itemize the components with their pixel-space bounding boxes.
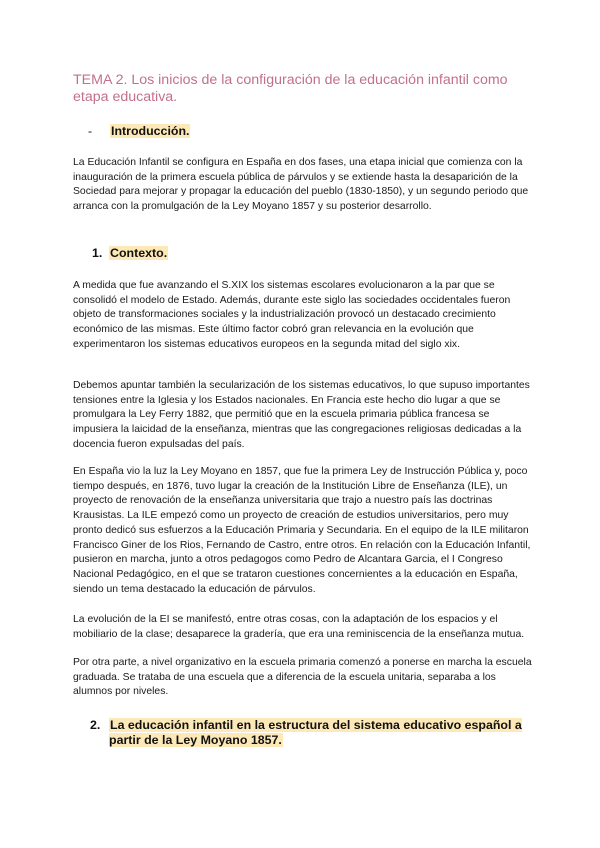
paragraph-contexto-3: En España vio la luz la Ley Moyano en 1857, que fue la primera Ley de Instrucción Pública y, poco tiempo después, en 1876, tuvo lugar la creación de la Institución Libre de Enseñanza (ILE), un proyecto de renovación de la enseñanza universitaria que trajo a nuestro país las doctrinas Krausistas. La ILE empezó como un proyecto de creación de estudios universitarios, pero muy pronto dedicó sus esfuerzos a la Educación Primaria y Secundaria. En el equipo de la ILE militaron Francisco Giner de los Rios, Fernando de Castro, entre otros. En relación con la Educación Infantil, pusieron en marcha, junto a otros pedagogos como Pedro de Alcantara Garcia, el I Congreso Nacional Pedagógico, en el que se trataron cuestiones concernientes a la educación en España, siendo un tema destacado la educación de párvulos. bbox=[73, 466, 531, 595]
paragraph-contexto-5: Por otra parte, a nivel organizativo en la escuela primaria comenzó a ponerse en marcha la escuela graduada. Se trataba de una escuela que a diferencia de la escuela unitaria, separaba a los alumnos por niveles. bbox=[73, 657, 532, 698]
heading-seccion-2-text: La educación infantil en la estructura del sistema educativo español a partir de la Ley Moyano 1857. bbox=[109, 718, 522, 747]
paragraph-contexto-4: La evolución de la EI se manifestó, entre otras cosas, con la adaptación de los espacios y el mobiliario de la clase; desaparece la gradería, que era una reminiscencia de la enseñanza mutua. bbox=[73, 614, 525, 640]
heading-seccion-2 bbox=[90, 718, 530, 748]
document-title: TEMA 2. Los inicios de la configuración de la educación infantil como etapa educativa. bbox=[73, 72, 508, 105]
heading-number: 2. bbox=[90, 718, 101, 732]
heading-introduccion-text: Introducción. bbox=[111, 124, 190, 138]
heading-bullet: - bbox=[88, 124, 93, 138]
heading-introduccion bbox=[88, 124, 190, 139]
paragraph-introduccion: La Educación Infantil se configura en España en dos fases, una etapa inicial que comienza con la inauguración de la primera escuela pública de párvulos y se extiende hasta la desaparición de la Sociedad para mejorar y propagar la educación del pueblo (1830-1850), y un segundo periodo que arranca con la promulgación de la Ley Moyano 1857 y su posterior desarrollo. bbox=[73, 157, 529, 213]
heading-contexto bbox=[92, 246, 168, 261]
paragraph-contexto-1: A medida que fue avanzando el S.XIX los sistemas escolares evolucionaron a la par que se consolidó el modelo de Estado. Además, durante este siglo las sociedades occidentales fueron objeto de transformaciones sociales y la industrialización provocó un destacado crecimiento económico de las mismas. Este último factor cobró gran relevancia en la evolución que experimentaron los sistemas educativos europeos en la segunda mitad del siglo xix. bbox=[73, 280, 511, 350]
heading-number: 1. bbox=[92, 246, 103, 260]
heading-contexto-text: Contexto. bbox=[110, 246, 168, 260]
paragraph-contexto-2: Debemos apuntar también la secularización de los sistemas educativos, lo que supuso importantes tensiones entre la Iglesia y los Estados nacionales. En Francia este hecho dio lugar a que se promulgara la Ley Ferry 1882, que permitió que en la escuela primaria pública francesa se impusiera la laicidad de la enseñanza, mientras que las congregaciones religiosas dedicadas a la docencia fueron expulsadas del país. bbox=[73, 380, 530, 450]
